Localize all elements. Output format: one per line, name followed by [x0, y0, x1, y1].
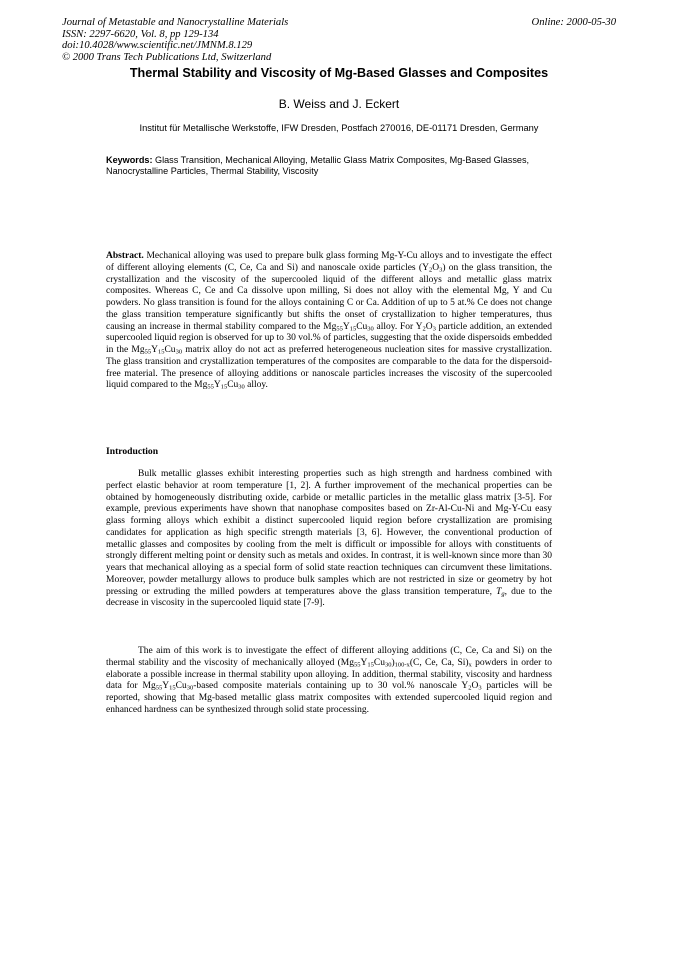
paragraph-text: ): [391, 657, 395, 668]
formula-sub: 55: [354, 661, 361, 669]
formula-element: Y: [342, 321, 350, 332]
abstract: [106, 251, 552, 392]
paragraph-text: , due to the decrease in viscosity in the supercooled liquid state [7-9].: [106, 586, 552, 609]
formula-sub: 3: [439, 266, 443, 274]
paragraph-text: (C, Ce, Ca, Si): [409, 657, 469, 668]
tg-subscript: g: [501, 590, 505, 597]
keywords-label: Keywords:: [106, 155, 153, 165]
formula-element: Y: [162, 681, 170, 692]
formula-element: Cu: [227, 380, 239, 391]
formula-sub: 30: [238, 383, 245, 391]
formula-sub: 15: [169, 684, 176, 692]
formula-element: Cu: [164, 345, 176, 355]
formula-sub: 2: [422, 325, 426, 332]
abstract-text: Mechanical alloying was used to prepare bulk glass forming Mg-Y-Cu alloys and to investigate the effect of different alloying elements (C, Ce, Ca and Si) and nanoscale oxide particles (Y: [106, 251, 553, 273]
formula-sub: 30: [175, 348, 183, 356]
formula-sub: x: [468, 661, 472, 669]
formula-element: Cu: [373, 657, 385, 668]
formula-sub: 30: [367, 325, 374, 332]
formula-sub: 3: [478, 684, 482, 692]
abstract-text: particle addition, an extended supercooled liquid region is observed for up to 30 vol.% of particles, suggesting that the oxide dispersoids embedded in the Mg: [106, 321, 552, 355]
abstract-text: matrix alloy do not act as preferred heterogeneous nucleation sites for massive crystallization. The glass transition and crystallization temperatures of the composites are comparable to the data for the dispersoid-free material. The presence of alloying additions or nanoscale particles increases the viscosity of the supercooled liquid compared to the Mg: [106, 345, 552, 391]
formula-sub: 30: [384, 661, 392, 669]
formula-element: O: [425, 321, 433, 332]
journal-issn: ISSN: 2297-6620, Vol. 8, pp 129-134: [62, 28, 219, 40]
formula-sub: 55: [144, 348, 152, 356]
formula-sub: 15: [367, 661, 374, 669]
formula-sub: 3: [432, 325, 436, 332]
formula-element: Cu: [175, 681, 187, 692]
formula-sub: 100-x: [394, 661, 410, 669]
formula-sub: 55: [207, 383, 214, 391]
paper-authors: B. Weiss and J. Eckert: [278, 97, 400, 111]
formula-element: Y: [213, 380, 221, 391]
paragraph-text: Bulk metallic glasses exhibit interesting properties such as high strength and hardness combined with perfect elastic behavior at room temperature [1, 2]. A further improvement of the mechanical properties can be obtained by homogeneously distributing oxide, carbide or metallic particles in the metallic glass matrix [3-5]. For example, previous experiments have shown that nanophase composites based on Zr-Al-Cu-Ni and Mg-Y-Cu easy glass forming alloys which exhibit a distinct supercooled liquid region before crystallization are promising candidates for application as high specific strength materials [3, 6]. However, the conventional production of metallic glasses and composites by cooling from the melt is difficult or impossible for alloys with constituents of strongly different melting point or density such as metals and oxides. In contrast, it is well-known since more than 30 years that mechanical alloying as a special form of solid state reaction techniques can circumvent these limitations. Moreover, powder metallurgy allows to produce bulk samples which are not restricted in size or geometry by hot pressing or extruding the milled powders at temperatures above the glass transition temperature,: [106, 469, 552, 597]
formula-sub: 15: [349, 325, 357, 332]
abstract-label: Abstract.: [106, 251, 144, 261]
section-heading-introduction: Introduction: [106, 446, 159, 457]
formula-element: O: [471, 681, 479, 692]
online-date: Online: 2000-05-30: [531, 17, 616, 28]
formula-sub: 15: [157, 348, 165, 356]
formula-sub: 30: [186, 684, 194, 692]
abstract-text: alloy. For Y: [373, 321, 423, 332]
keywords-text: Glass Transition, Mechanical Alloying, Metallic Glass Matrix Composites, Mg-Based Glasses, Nanocrystalline Particles, Thermal Stability, Viscosity: [106, 155, 530, 176]
abstract-text: alloy.: [244, 380, 268, 391]
formula-sub: 55: [336, 325, 343, 332]
keywords: [106, 155, 576, 177]
paragraph-text: powders in order to elaborate a possible increase in thermal stability upon alloying. In addition, thermal stability, viscosity and hardness data for Mg: [106, 657, 552, 692]
abstract-text: ) on the glass transition, the crystallization and the viscosity of the supercooled liquid of the different alloys and metallic glass matrix composites. Whereas C, Ce and Ca dissolve upon milling, Si does not alloy with the elemental Mg, Y and Cu powders. No glass transition is found for the alloys containing C or Ca. Addition of up to 5 at.% Ce does not change the glass transition temperature significantly but shifts the onset of crystallization to higher temperatures, thus causing an increase in thermal stability compared to the Mg: [106, 262, 552, 332]
paragraph-text: -based composite materials containing up to 30 vol.% nanoscale Y: [193, 681, 469, 692]
formula-element: Y: [360, 657, 368, 668]
intro-paragraph-1: [106, 469, 552, 610]
formula-element: Cu: [356, 321, 368, 332]
formula-sub: 55: [155, 684, 163, 692]
tg-symbol: T: [496, 586, 502, 597]
paper-affiliation: Institut für Metallische Werkstoffe, IFW Dresden, Postfach 270016, DE-01171 Dresden, Germany: [139, 123, 539, 133]
journal-header: [62, 17, 288, 63]
formula-element: Y: [151, 345, 158, 355]
journal-doi[interactable]: doi:10.4028/www.scientific.net/JMNM.8.129: [62, 40, 253, 51]
journal-name: Journal of Metastable and Nanocrystalline Materials: [62, 17, 289, 28]
paragraph-text: The aim of this work is to investigate the effect of different alloying additions (C, Ce, Ca and Si) on the thermal stability and the viscosity of mechanically alloyed (Mg: [106, 646, 552, 668]
intro-paragraph-2: [106, 646, 552, 717]
journal-copyright: © 2000 Trans Tech Publications Ltd, Switzerland: [62, 51, 272, 63]
formula-sub: 2: [468, 684, 472, 692]
formula-sub: 2: [428, 266, 433, 274]
paragraph-text: particles will be reported, showing that Mg-based metallic glass matrix composites with extended supercooled liquid region and enhanced hardness can be synthesized through solid state processing.: [106, 681, 552, 715]
paper-title: Thermal Stability and Viscosity of Mg-Based Glasses and Composites: [129, 66, 549, 80]
formula-element: O: [432, 262, 440, 273]
formula-sub: 15: [220, 383, 228, 391]
